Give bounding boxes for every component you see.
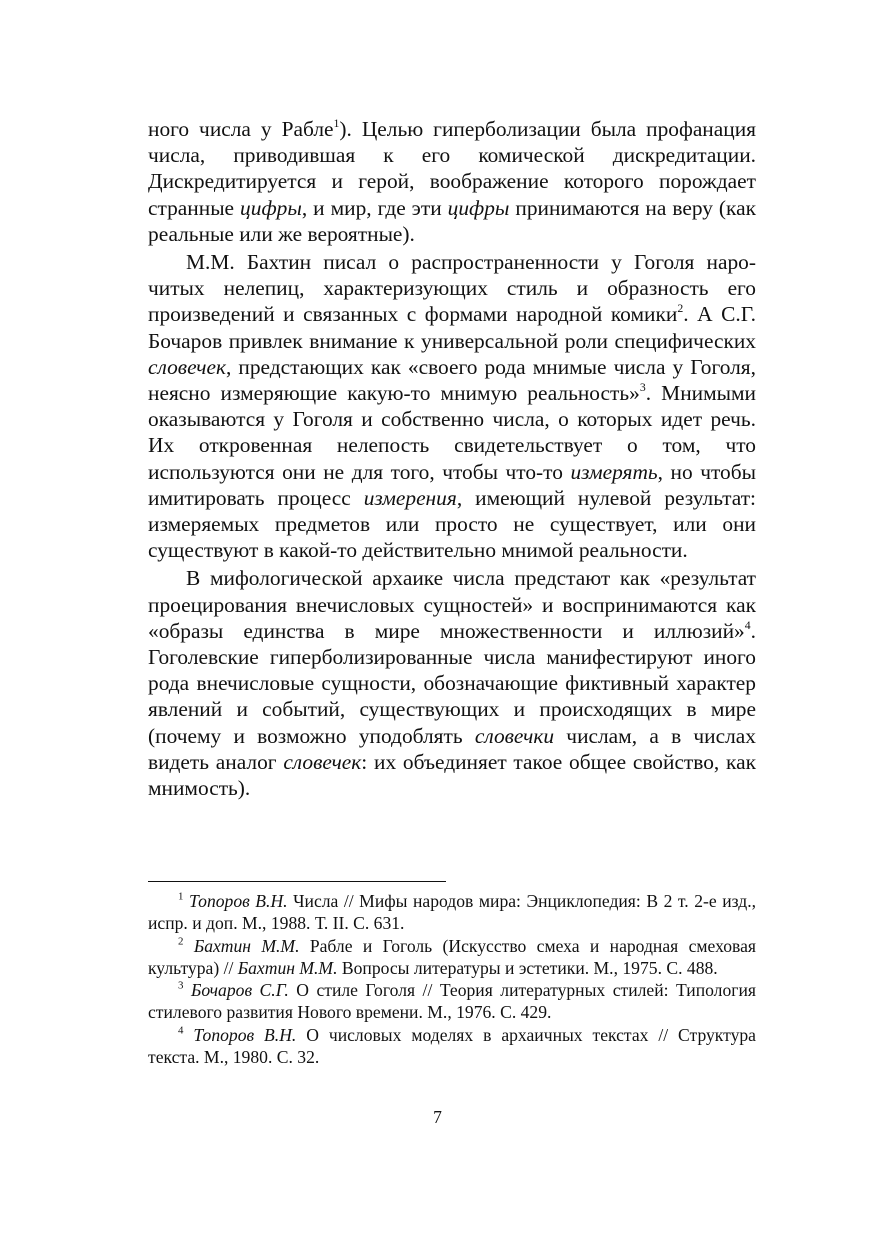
italic-text: словечек — [148, 354, 226, 379]
text-run — [183, 1025, 193, 1045]
footnote-separator — [148, 881, 446, 882]
footnote-ref: 4 — [744, 619, 751, 633]
italic-text: Бахтин М.М. — [193, 935, 300, 956]
text-run — [183, 980, 190, 1000]
text-run — [183, 936, 193, 956]
footnote-ref: 2 — [677, 302, 684, 316]
paragraph-2 — [148, 249, 756, 563]
italic-text: словечек — [283, 749, 362, 774]
text-run: . Гоголевские гиперболизированные числа манифестируют иного рода внечисловые сущности, обозначающие фиктивный характер явлений и событий, существующих и происходящих в мире (почему и возможно уподоблять — [148, 618, 756, 748]
italic-text: цифры — [447, 195, 510, 220]
footnote-2 — [148, 935, 756, 980]
page-number: 7 — [433, 1107, 442, 1127]
text-run: . Мнимыми оказываются у Гоголя и собственно числа, о которых идет речь. Их откровенная нелепость свидетельствует о том, что используются они не для того, чтобы что-то — [148, 381, 756, 484]
text-run: Вопросы литературы и эстетики. М., 1975. С. 488. — [337, 957, 718, 978]
text-run: В мифологической архаике числа предстают как «результат проецирования внечисловых сущностей» и воспринимаются как «образы единства в мире множественности и иллюзий» — [148, 566, 756, 643]
footnote-ref: 3 — [639, 381, 646, 395]
text-run: . А С.Г. Бочаров привлек внимание к универсальной роли специфических — [148, 302, 756, 353]
footnote-ref: 1 — [178, 890, 184, 903]
paragraph-3 — [148, 565, 756, 801]
italic-text: цифры — [240, 195, 302, 220]
italic-text: Бочаров С.Г. — [190, 980, 289, 1001]
footnote-1 — [148, 890, 756, 935]
text-run: числам, а в числах видеть аналог — [148, 723, 756, 774]
text-run: принимаются на веру (как реальные или же вероятные). — [148, 195, 756, 246]
footnote-ref: 1 — [333, 117, 340, 131]
text-run: , имеющий нулевой результат: измеряемых предметов или просто не существует, или они существуют в какой-то действительно мнимой реальности. — [148, 485, 757, 563]
text-run: О числовых моделях в архаичных текстах // Структура текста. М., 1980. С. 32. — [148, 1024, 756, 1068]
text-run: , предстающих как «своего рода мнимые числа у Гоголя, неясно измеряющие какую-то мнимую реальность» — [148, 354, 756, 406]
footnote-ref: 2 — [178, 934, 184, 947]
text-run: Числа // Мифы народов мира: Энциклопедия: В 2 т. 2-е изд., испр. и доп. М., 1988. Т. II. С. 631. — [148, 891, 757, 934]
text-run: , но чтобы имитировать процесс — [148, 459, 756, 510]
paragraph-1 — [148, 116, 756, 247]
text-run: : их объединяет такое общее свойство, как мнимость). — [148, 749, 756, 801]
text-run: О стиле Гоголя // Теория литературных стилей: Типология стилевого развития Нового времени. М., 1976. С. 429. — [148, 980, 756, 1023]
text-run: Рабле и Гоголь (Искусство смеха и народная смеховая культура) // — [148, 935, 756, 978]
text-run: , и мир, где эти — [301, 195, 448, 220]
footnote-ref: 3 — [178, 979, 184, 992]
italic-text: словечки — [474, 723, 555, 748]
footnotes — [148, 890, 756, 1068]
italic-text: Бахтин М.М. — [237, 957, 338, 978]
text-run: М.М. Бахтин писал о распространенности у Гоголя нарочитых нелепиц, характеризующих стиль и образность его произведений и связанных с формами народной комики — [148, 250, 756, 327]
italic-text: Топоров В.Н. — [193, 1024, 297, 1045]
italic-text: Топоров В.Н. — [189, 891, 288, 911]
italic-text: измерять — [570, 459, 658, 484]
main-text — [148, 116, 756, 801]
text-run: ного числа у Рабле — [148, 117, 334, 141]
footnote-3 — [148, 979, 756, 1024]
text-run: ). Целью гиперболизации была профанация числа, приводившая к его комической дискредитации. Дискредитируется и герой, воображение которого порождает странные — [148, 117, 756, 220]
footnote-4 — [148, 1024, 756, 1069]
italic-text: измерения — [363, 485, 457, 510]
footnote-ref: 4 — [178, 1024, 184, 1037]
